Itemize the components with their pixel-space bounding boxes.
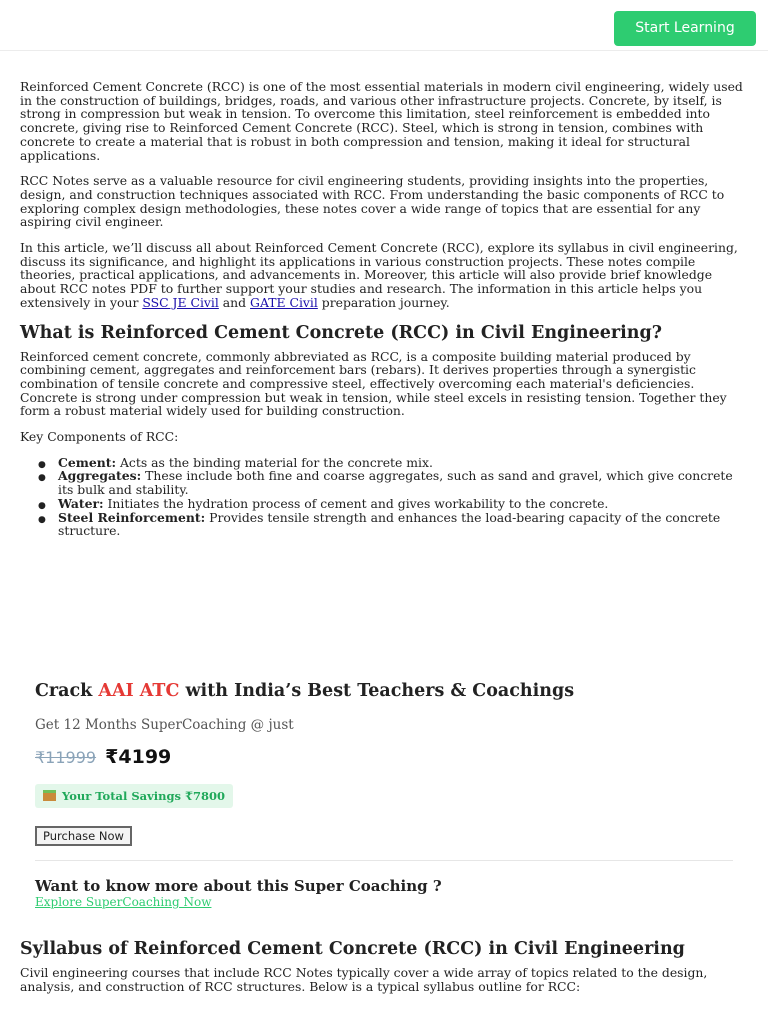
purchase-now-button[interactable]: Purchase Now [35, 826, 132, 846]
bullet-icon: ● [38, 459, 46, 470]
bullet-icon: ● [38, 473, 46, 484]
savings-badge [35, 784, 233, 808]
divider [35, 860, 733, 861]
intro-p3-end: preparation journey. [317, 294, 450, 310]
component-desc: Provides tensile strength and enhances the load-bearing capacity of the concrete structure. [58, 509, 721, 539]
supercoaching-promo [35, 678, 733, 910]
intro-paragraph-3 [20, 241, 748, 310]
article-content [20, 80, 748, 538]
want-more-heading: Want to know more about this Super Coaching ? [35, 877, 442, 895]
list-item [38, 454, 748, 470]
intro-p3-text: In this article, we’ll discuss all about Reinforced Cement Concrete (RCC), explore its syllabus in civil engineering, discuss its significance, and highlight its applications in various construction projects. These notes compile theories, practical applications, and advancements in. Moreover, this article will also provide brief knowledge about RCC notes PDF to further support your studies and research. The information in this article helps you extensively in your [20, 240, 738, 310]
intro-p3-and: and [218, 294, 251, 310]
price-row [35, 744, 733, 770]
list-item [38, 495, 748, 511]
list-item [38, 468, 748, 498]
syllabus-section [20, 934, 748, 1005]
component-desc: These include both fine and coarse aggregates, such as sand and gravel, which give concrete its bulk and stability. [58, 468, 733, 498]
bullet-icon: ● [38, 500, 46, 511]
component-desc: Initiates the hydration process of cement and gives workability to the concrete. [103, 495, 609, 511]
bullet-icon: ● [38, 514, 46, 525]
discounted-price: ₹4199 [105, 746, 172, 768]
key-components-label: Key Components of RCC: [20, 429, 179, 445]
promo-title-start: Crack [35, 681, 99, 701]
promo-subtitle: Get 12 Months SuperCoaching @ just [35, 717, 294, 733]
top-bar [0, 0, 768, 51]
component-term: Cement: [58, 454, 117, 470]
savings-text: Your Total Savings ₹7800 [62, 789, 226, 803]
intro-paragraph-1: Reinforced Cement Concrete (RCC) is one of the most essential materials in modern civil engineering, widely used in the construction of buildings, bridges, roads, and various other infrastructure projects. Concrete, by itself, is strong in compression but weak in tension. To overcome this limitation, steel reinforcement is embedded into concrete, giving rise to Reinforced Cement Concrete (RCC). Steel, which is strong in tension, combines with concrete to create a material that is robust in both compression and tension, making it ideal for structural applications. [20, 79, 743, 163]
syllabus-intro-paragraph: Civil engineering courses that include RCC Notes typically cover a wide array of topics related to the design, analysis, and construction of RCC structures. Below is a typical syllabus outline for RCC: [20, 965, 708, 994]
components-list [20, 456, 748, 538]
start-learning-button[interactable]: Start Learning [614, 11, 756, 46]
gate-civil-link[interactable]: GATE Civil [250, 294, 318, 310]
gift-icon [43, 790, 56, 801]
promo-exam-name: AAI ATC [98, 681, 180, 701]
rcc-definition-paragraph: Reinforced cement concrete, commonly abbreviated as RCC, is a composite building material produced by combining cement, aggregates and reinforcement bars (rebars). It derives properties through a synergistic combination of tensile concrete and compressive steel, effectively overcoming each material's deficiencies. Concrete is strong under compression but weak in tension, while steel excels in resisting tension. Together they form a robust material widely used for building construction. [20, 348, 727, 419]
ssc-je-civil-link[interactable]: SSC JE Civil [142, 294, 219, 310]
component-term: Steel Reinforcement: [58, 509, 206, 525]
section-heading-what-is-rcc: What is Reinforced Cement Concrete (RCC) in Civil Engineering? [20, 322, 662, 343]
promo-title [35, 678, 733, 704]
list-item [38, 509, 748, 539]
component-term: Water: [58, 495, 104, 511]
intro-paragraph-2: RCC Notes serve as a valuable resource for civil engineering students, providing insights into the properties, design, and construction techniques associated with RCC. From understanding the basic components of RCC to exploring complex design methodologies, these notes cover a wide range of topics that are essential for any aspiring civil engineer. [20, 173, 725, 230]
explore-supercoaching-link[interactable]: Explore SuperCoaching Now [35, 895, 212, 909]
component-desc: Acts as the binding material for the concrete mix. [116, 454, 433, 470]
component-term: Aggregates: [58, 468, 142, 484]
promo-title-end: with India’s Best Teachers & Coachings [179, 681, 575, 701]
original-price: ₹11999 [35, 748, 97, 767]
section-heading-syllabus: Syllabus of Reinforced Cement Concrete (RCC) in Civil Engineering [20, 939, 685, 959]
